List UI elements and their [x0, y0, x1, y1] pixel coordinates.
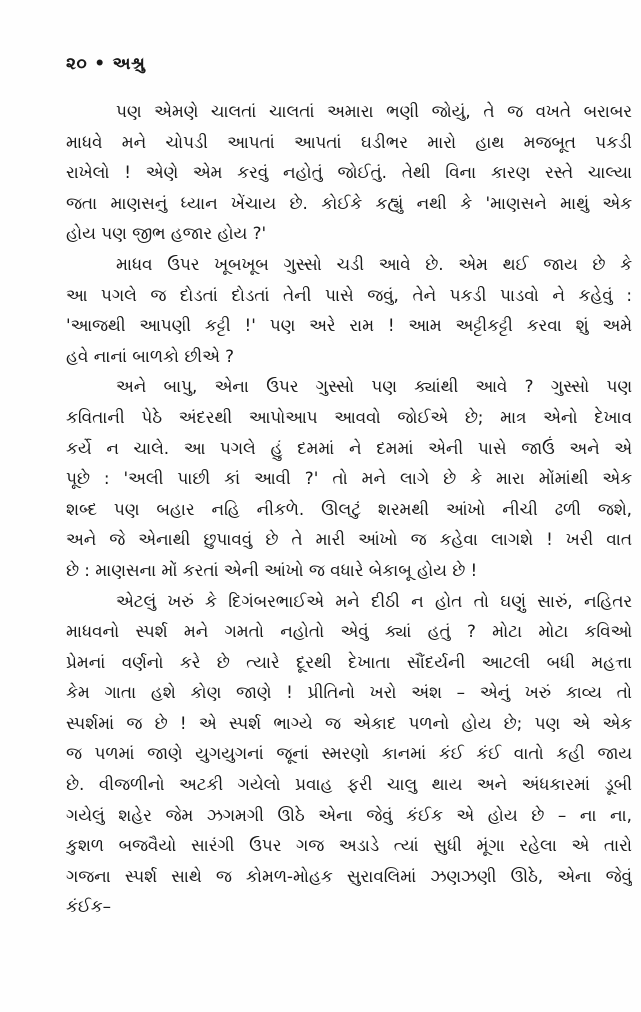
text-line: હવે નાનાં બાળકો છીએ ?: [66, 345, 235, 366]
paragraph: [66, 96, 632, 249]
text-line: કંઈક–: [66, 896, 112, 917]
text-line: હોય પણ જીભ હજાર હોય ?': [66, 223, 267, 244]
text-line: એટલું ખરું કે દિગંબરભાઈએ મને દીઠી ન હોત તો ઘણું સારું, નહિતર: [116, 590, 632, 611]
text-line: જતા માણસનું ધ્યાન ખેંચાય છે. કોઈકે કહ્યું નથી કે 'માણસને માથું એક: [66, 192, 632, 213]
text-line: પ્રેમનાં વર્ણનો કરે છે ત્યારે દૂરથી દેખાતા સૌંદર્યની આટલી બધી મહત્તા: [66, 651, 632, 672]
text-line: પણ એમણે ચાલતાં ચાલતાં અમારા ભણી જોયું, તે જ વખતે બરાબર: [116, 101, 632, 121]
text-line: કેમ ગાતા હશે કોણ જાણે ! પ્રીતિનો ખરો અંશ – એનું ખરું કાવ્ય તો: [66, 682, 632, 703]
book-title: અશ્રુ: [112, 54, 146, 74]
text-line: માધવે મને ચોપડી આપતાં આપતાં ઘડીભર મારો હાથ મજબૂત પકડી: [66, 131, 632, 152]
text-line: અને બાપુ, એના ઉપર ગુસ્સો પણ ક્યાંથી આવે ? ગુસ્સો પણ: [116, 376, 632, 397]
text-line: ગયેલું શહેર જેમ ઝગમગી ઊઠે એના જેવું કંઈક એ હોય છે – ના ના,: [66, 804, 632, 825]
paragraph: [66, 371, 632, 585]
text-line: માધવનો સ્પર્શ મને ગમતો નહોતો એવું ક્યાં હતું ? મોટા મોટા કવિઓ: [66, 621, 632, 642]
text-line: 'આજથી આપણી કટ્ટી !' પણ અરે રામ ! આમ અટ્ટીકટ્ટી કરવા શું અમે: [66, 315, 632, 336]
text-line: ગજના સ્પર્શ સાથે જ કોમળ-મોહક સુરાવલિમાં ઝણઝણી ઊઠે, એના જેવું: [66, 865, 632, 886]
text-line: રાખેલો ! એણે એમ કરવું નહોતું જોઈતું. તેથી વિના કારણ રસ્તે ચાલ્યા: [66, 162, 632, 183]
text-line: છે. વીજળીનો અટકી ગયેલો પ્રવાહ ફરી ચાલુ થાય અને અંધકારમાં ડૂબી: [66, 774, 632, 795]
page-body: [66, 96, 632, 922]
text-line: કર્યે ન ચાલે. આ પગલે હું દમમાં ને દમમાં એની પાસે જાઉં અને એ: [66, 437, 632, 458]
page-header: [66, 54, 145, 74]
paragraph: [66, 249, 632, 371]
text-line: જ પળમાં જાણે યુગયુગનાં જૂનાં સ્મરણો કાનમાં કંઈ કંઈ વાતો કહી જાય: [66, 743, 632, 764]
text-line: અને જે એનાથી છુપાવવું છે તે મારી આંખો જ કહેવા લાગશે ! ખરી વાત: [66, 529, 632, 550]
text-line: છે : માણસના મોં કરતાં એની આંખો જ વધારે બેકાબૂ હોય છે !: [66, 559, 478, 580]
text-line: શબ્દ પણ બહાર નહિ નીકળે. ઊલટું શરમથી આંખો નીચી ઢળી જશે,: [66, 498, 632, 519]
paragraph: [66, 586, 632, 923]
header-separator: •: [94, 54, 106, 74]
text-line: કવિતાની પેઠે અંદરથી આપોઆપ આવવો જોઈએ છે; માત્ર એનો દેખાવ: [66, 406, 632, 427]
text-line: આ પગલે જ દોડતાં દોડતાં તેની પાસે જવું, તેને પકડી પાડવો ને કહેવું :: [66, 284, 632, 305]
page-number: ૨૦: [66, 54, 88, 74]
text-line: સ્પર્શમાં જ છે ! એ સ્પર્શ ભાગ્યે જ એકાદ પળનો હોય છે; પણ એ એક: [66, 712, 632, 733]
text-line: માધવ ઉપર ખૂબખૂબ ગુસ્સો ચડી આવે છે. એમ થઈ જાય છે કે: [116, 253, 632, 274]
text-line: કુશળ બજવૈયો સારંગી ઉપર ગજ અડાડે ત્યાં સુધી મૂંગા રહેલા એ તારો: [66, 835, 632, 856]
text-line: પૂછે : 'અલી પાછી કાં આવી ?' તો મને લાગે છે કે મારા મોંમાંથી એક: [66, 468, 632, 489]
